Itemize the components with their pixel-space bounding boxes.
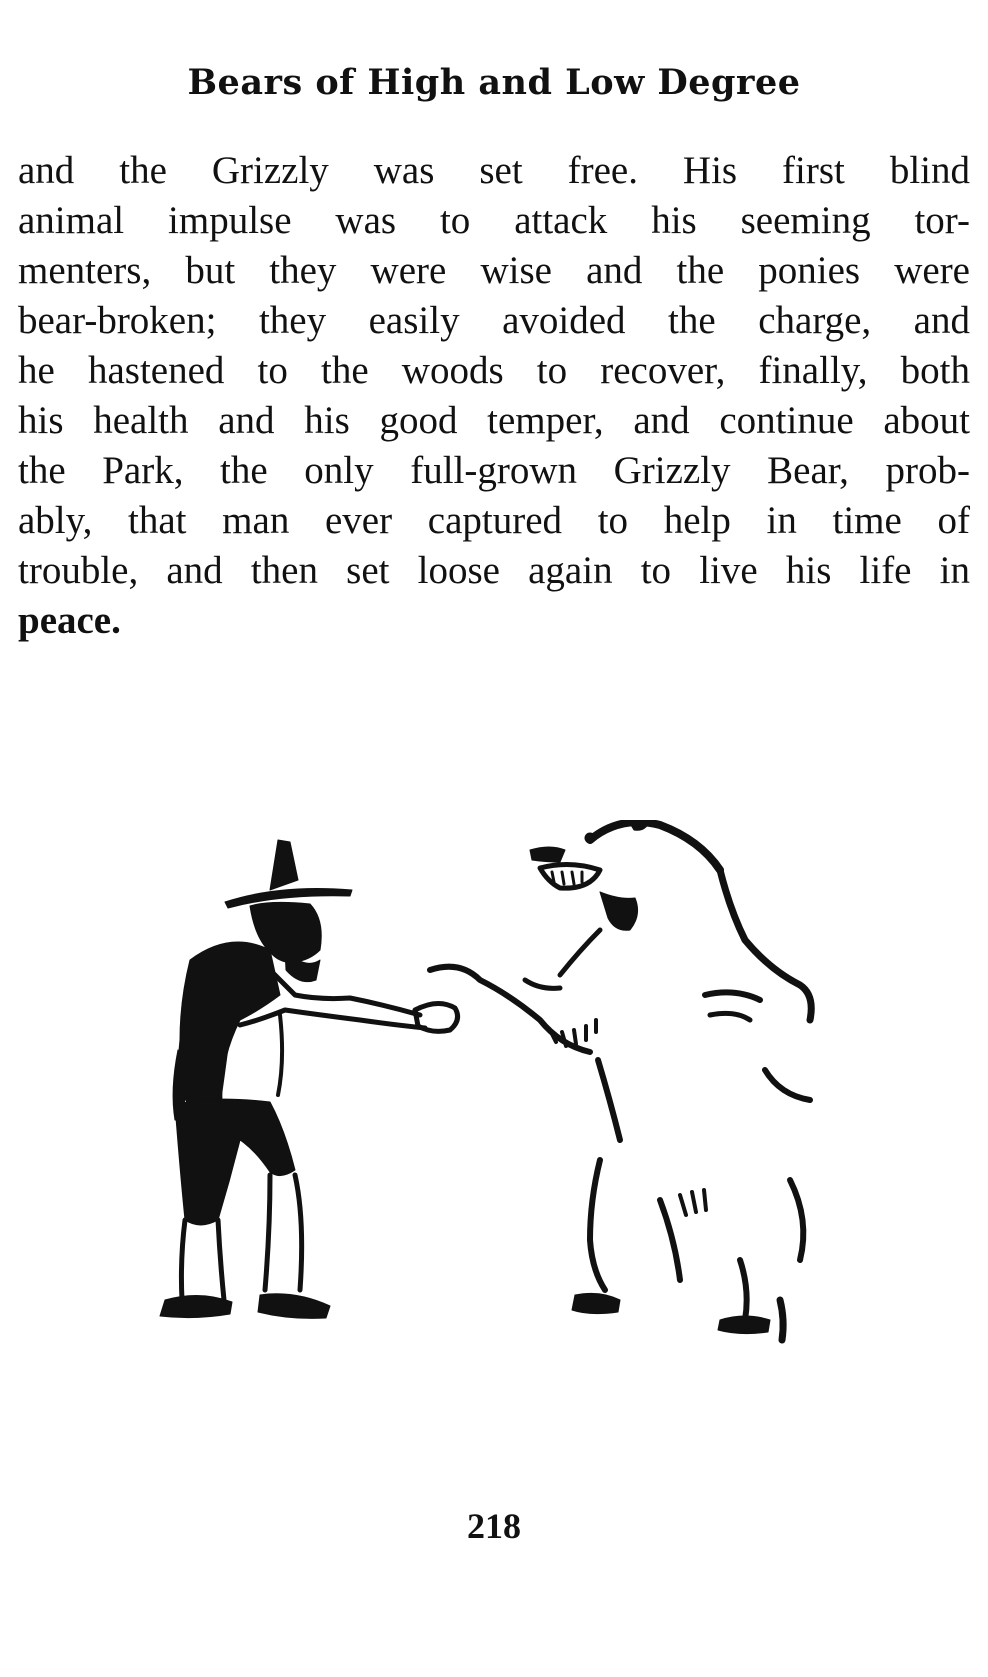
man-shaking-hands-with-bear-icon — [120, 820, 900, 1460]
text-line: animal impulse was to attack his seeming tor- — [18, 199, 970, 242]
text-line: and the Grizzly was set free. His first blind — [18, 149, 970, 192]
page-number: 218 — [467, 1506, 521, 1546]
man-figure-icon — [160, 840, 458, 1318]
text-line: he hastened to the woods to recover, finally, both — [18, 349, 970, 392]
text-line: ably, that man ever captured to help in time of — [18, 499, 970, 542]
text-line: the Park, the only full-grown Grizzly Bear, prob- — [18, 449, 970, 492]
text-line: bear-broken; they easily avoided the charge, and — [18, 299, 970, 342]
text-line: menters, but they were wise and the ponies were — [18, 249, 970, 292]
text-line: trouble, and then set loose again to live his life in — [18, 549, 970, 592]
body-paragraph — [18, 146, 970, 646]
bear-figure-icon — [430, 820, 811, 1340]
text-line: peace. — [18, 599, 121, 642]
running-head: Bears of High and Low Degree — [187, 62, 801, 103]
text-line: his health and his good temper, and continue about — [18, 399, 970, 442]
